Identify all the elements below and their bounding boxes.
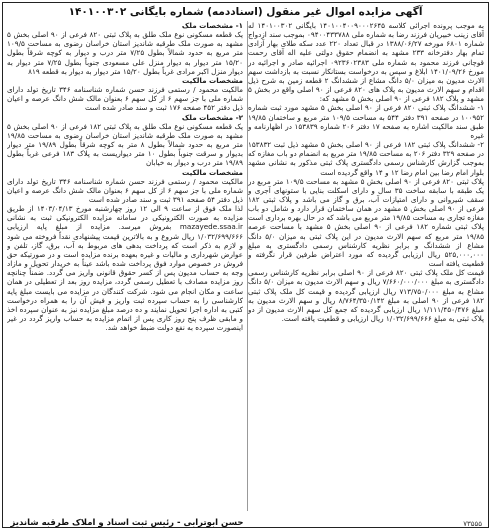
section-heading: ۲- مشخصات ملک	[181, 112, 243, 122]
paragraph: ۱- ششدانگ پلاک ثبتی ۸۲۰ فرعی از ۹۰ اصلی بخش ۵ مشهد مورد ثبت شماره ۱۰۰۹۵۲ در صفحه ۳۹۱ دفتر ۵۴۴ به مساحت ۱۰۹/۵ متر مربع و ساختمان ۱۹/۸۵ طبق سند مالکیت اشاره به صفحه ۱۷ دفتر ۲۰۶ شماره ۱۵۳۸۳۹ در اظهارنامه و غیره	[248, 103, 484, 140]
paragraph: یک قطعه مسکونی نوع ملک طلق به پلاک ثبتی ۸۲۰ فرعی از ۹۰ اصلی بخش ۵ مشهد به صورت ملک طرقبه شاندیز استان خراسان رضوی به مساحت ۱۰۹/۵ متر مربع به حدود شمالاً بطول ۷/۲۵ متر درب و دیوار به کوچه شرقاً بطول ۱۵/۲۰ متر دیوار به دیوار منزل علی مسعودی جنوباً بطول ۷/۲۵ متر دیوار به دیوار منزل اکبر مرادی غرباً بطول ۱۵/۲۰ متر دیوار به دیوار به قطعه ۸۱۹	[7, 30, 243, 76]
paragraph: به موجب پرونده اجرائی کلاسه ۱۴۰۱۰۰۴۰۰۹۰۰۰۲۶۴۵ بایگانی ۱۴۰۱۰۰۳۰۲ له آقای زینب خبیریان فرزند رضا به شماره ملی ۰۹۴۰۰۴۳۳۷۸۸ بموجب سند ازدواج شماره ۶۸۰۱ مورخه ۱۳۸۸/۰۶/۲۷ در قبال تعداد ۲۲۰ عدد سکه طلای بهار آزادی تمام بهار دفترخانه ۲۳۳ مشهد به انضمام حقوق دولتی علیه اله آقای رحمت قوچانی فرزند محمود به شماره ملی ۰۹۲۳۶۰۲۳۸۳ اجرائیه صادر و اجرائیه در مورخ ۱۴۰۱/۰۹/۲۶ ابلاغ و سپس به درخواست بستانکار نسبت به بازداشت سهم الارث مدیون به میزان ۵/۰ دانگ مشاع از ششدانگ ۲ قطعه زمین به شرح ذیل اقدام و سهم الارث مدیون به پلاک های ۸۲۰ فرعی از ۹۰ اصلی واقع در بخش ۵ مشهد و پلاک ۱۸۲ فرعی از ۹۰ اصلی بخش ۵ مشهد که:	[248, 21, 484, 104]
notice-body	[7, 21, 484, 511]
section-heading: ۱- مشخصات ملک	[181, 21, 243, 30]
paragraph: مالکیت محمود / رستمی فرزند حسن شماره شناسنامه ۳۴۶ تاریخ تولد دارای شماره ملی با جز سهم ۶ از کل سهم ۶ بعنوان مالک شش دانگ عرصه و اعیان ذیل دفتر ۵۴ صفحه ۳۹۱ ثبت و سند صادر شده است	[7, 176, 243, 204]
paragraph: مالکیت محمود / رستمی فرزند حسن شماره شناسنامه ۳۴۶ تاریخ تولد دارای شماره ملی با جز سهم ۶ از کل سهم ۶ بعنوان مالک شش دانگ عرصه و اعیان ذیل دفتر ۴۵۲ صفحه ۱۷۶ ثبت و سند صادر شده است	[7, 85, 243, 113]
column-divider	[247, 21, 248, 511]
notice-code: ۷۳۵۵۵	[463, 520, 482, 528]
paragraph: یک قطعه مسکونی نوع ملک طلق به پلاک ثبتی ۱۸۲ فرعی از ۹۰ اصلی بخش ۵ مشهد به صورت ملک طرقبه شاندیز استان خراسان رضوی به مساحت ۱۹/۸۵ متر مربع به حدود شمالاً بطول ۸ متر به کوچه شرقاً بطول ۱۹/۸۹ متر دیوار بدیوار و سرقت جنوباً بطول ۱۰ متر دیواریست به پلاک ۱۸۳ فرعی غرباً بطول ۱۹/۸۹ متر درب و دیوار به خیابان	[7, 121, 243, 168]
left-column	[7, 21, 243, 511]
paragraph: ۲- ششدانگ پلاک ثبتی ۱۸۲ فرعی از ۹۰ اصلی بخش ۵ مشهد ذیل ثبت ۱۵۳۸۳۲ در صفحه ۳۲۹ دفتر ۲۰۶ به مساحت ۱۹/۸۵ متر مربع به انضمام دو باب مغازه که بموجب گزارش کارشناس رسمی دادگستری پلاک ثبتی مذکور به نشانی مشهد بلوار امام رضا بین امام رضا ۱۲ و ۱۴ واقع گردیده است	[248, 140, 484, 177]
paragraph: پلاک ثبتی ۸۲۰ فرعی از ۹۰ اصلی بخش ۵ مشهد به مساحت ۱۰۹/۵ متر مربع در یک طبقه با سابقه ساخت ۳۵ سال و دارای اسکلت بنایی با ستونهای آجری و سقف شیروانی و دارای امتیازات آب، برق و گاز می باشد و پلاک ثبتی ۱۸۲ فرعی از ۹۰ اصلی بخش ۵ مشهد در همان ساختمان قرار دارد و شامل دو باب مغازه تجاری به مساحت ۱۹/۸۵ متر مربع می باشد که در حال بهره برداری است	[248, 176, 484, 223]
paragraph: قیمت کل ملک پلاک ثبتی ۸۲۰ فرعی از ۹۰ اصلی برابر نظریه کارشناس رسمی دادگستری به مبلغ ۷/۶۶۰/۰۰۰/۰۰۰ ریال و سهم الارث مدیون به میزان ۵/۰ دانگ مشاع به مبلغ ۷۱۳/۷۵۰/۰۰۰ ریال ارزیابی گردیده و قیمت کل ملک پلاک ثبتی ۱۸۲ فرعی از ۹۰ اصلی به مبلغ ۸/۷۶۴/۳۵۰/۱۴۲ ریال و سهم الارث مدیون به مبلغ ۱/۱۱۱/۴۵۰/۴۷۶ ریال ارزیابی گردیده که جمع کل سهم الارث مدیون از دو پلاک ثبتی به مبلغ ۱/۰۳۲/۶۹۹/۶۶۶ ریال ارزیابی و قطعیت یافته است.	[248, 268, 484, 323]
signature-line: حسن ابوترابی - رئیس ثبت اسناد و املاک طرقبه شاندیز	[10, 518, 244, 528]
right-column	[248, 21, 484, 511]
notice-title: آگهی مزایده اموال غیر منقول (اسناددمه) شماره بایگانی ۱۴۰۱۰۰۳۰۲	[68, 6, 423, 18]
section-heading: مشخصات مالکیت	[181, 75, 243, 85]
paragraph: پلاک ثبتی شماره ۱۸۲ فرعی از ۹۰ اصلی بخش ۵ مشهد با مساحت عرصه ۱۹/۸۵ متر مربع که سهم الارث مدیون در این پلاک ثبتی به میزان ۵/۰ دانگ مشاع از ششدانگ و برابر نظریه کارشناس رسمی دادگستری به مبلغ ۵۲۵,۰۰۰,۰۰۰ ریال ارزیابی گردیده که مورد اعتراض طرفین قرار نگرفته و قطعیت یافته است	[248, 222, 484, 269]
paragraph: لذا ملک فوق از ساعت ۹ الی ۱۲ روز چهارشنبه مورخ ۱۴۰۳/۰۴/۱۳ از طریق مزایده به صورت الکترونیکی در سامانه مزایده الکترونیکی ثبت به نشانی mazayede.ssaa.ir بفروش میرسد. مزایده از مبلغ پایه ارزیابی ۱/۰۳۲/۶۹۹/۶۶۶ ریال شروع و به بالاترین قیمت پیشنهادی نقداً فروخته می شود و لازم به ذکر است که پرداخت بدهی های مربوط به آب، برق، گاز، تلفن و عوارض شهرداری و مالیات و غیره بعهده برنده مزایده است و در صورتیکه حق فروش در خصوص موارد فوق پرداخت شده باشد عیناً به خریدار تحویل و مازاد وجه به حساب مدیون پس از کسر حقوق قانونی واریز می گردد. ضمناً چنانچه روز مزایده مصادف با تعطیل رسمی گردد، مزایده روز بعد از تعطیلی در همان ساعت و مکان انجام می شود. شرکت کنندگان در مزایده می بایست مبلغ پایه کارشناسی را به حساب سپرده ثبت واریز و فیش آن را به همراه درخواست کتبی به اداره اجرا تحویل نمایند و ده درصد مبلغ مزایده نیز به عنوان سپرده اخذ و مابقی ظرف پنج روز کاری پس از اتمام مزایده به حساب واریز گردد در غیر اینصورت سپرده به نفع دولت ضبط خواهد شد.	[7, 204, 243, 333]
section-heading: مشخصات مالکیت	[181, 167, 243, 177]
notice-frame	[2, 2, 489, 528]
